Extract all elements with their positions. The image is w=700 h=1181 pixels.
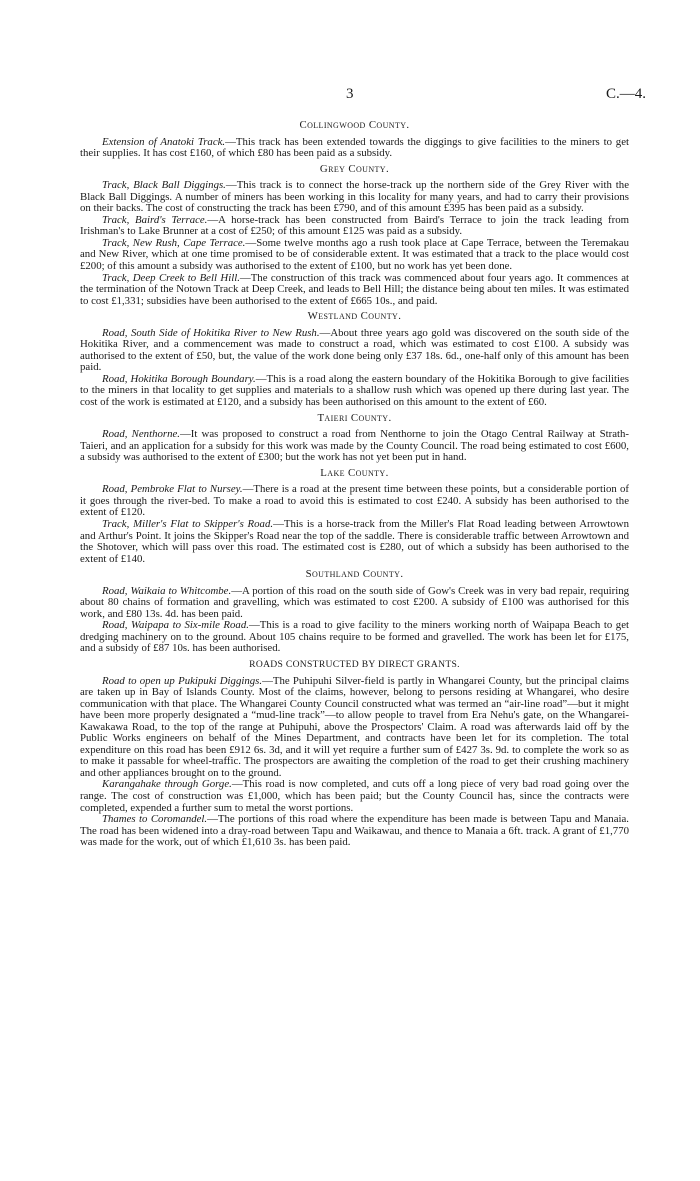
paragraph-lead: Karangahake through Gorge. xyxy=(102,778,232,791)
paragraph-lead: Road to open up Pukipuki Diggings. xyxy=(102,674,263,687)
paragraph-text: —A horse-track has been constructed from Baird's Terrace to join the track leading from Irishman's to Lake Brunner at a cost of £250; of this amount £125 was paid as a subsidy. xyxy=(80,213,629,238)
section-heading: Taieri County. xyxy=(317,411,392,424)
paragraph xyxy=(80,779,629,814)
paragraph xyxy=(80,328,629,374)
paragraph-lead: Thames to Coromandel. xyxy=(102,813,208,826)
paragraph-lead: Track, Miller's Flat to Skipper's Road. xyxy=(102,517,274,530)
paragraph xyxy=(80,620,629,655)
section-heading: Grey County. xyxy=(319,162,390,175)
paragraph-lead: Road, Waikaia to Whitcombe. xyxy=(102,584,232,597)
page-number: 3 xyxy=(346,86,354,102)
paragraph-text: —A portion of this road on the south side of Gow's Creek was in very bad repair, requiring about 80 chains of formation and gravelling, which was estimated to cost £200. A subsidy of £100 was authorised for this work, and £80 13s. 4d. has been paid. xyxy=(80,584,629,620)
paragraph-text: —This track has been extended towards the diggings to give facilities to the miners to get their supplies. It has cost £160, of which £80 has been paid as a subsidy. xyxy=(80,135,629,160)
paragraph xyxy=(80,814,629,849)
document-body xyxy=(80,116,629,849)
section-heading: Westland County. xyxy=(307,310,402,323)
paragraph xyxy=(80,215,629,238)
paragraph-text: —The portions of this road where the expenditure has been made is between Tapu and Manaia. The road has been widened into a dray-road between Tapu and Waikawau, and thence to Manaia a 6ft. track. A grant of £1,770 was made for the work, out of which £1,610 3s. has been paid. xyxy=(80,813,629,849)
paragraph xyxy=(80,519,629,565)
section-heading: ROADS CONSTRUCTED BY DIRECT GRANTS. xyxy=(249,658,460,670)
paragraph xyxy=(80,484,629,519)
paragraph-text: —This road is now completed, and cuts off a long piece of very bad road going over the range. The cost of construction was £1,000, which has been paid; but the County Council has, since the contracts were completed, expended a further sum to metal the worst portions. xyxy=(80,778,629,814)
page-header xyxy=(0,86,700,106)
paragraph-lead: Extension of Anatoki Track. xyxy=(102,135,226,148)
paragraph-text: —The Puhipuhi Silver-field is partly in Whangarei County, but the principal claims are taken up in Bay of Islands County. Most of the claims, however, belong to persons residing at Whangarei, who desire communication with that place. The Whangarei County Council constructed what was termed an “air-line road”—but it might have been more properly designated a “mud-line track”—to allow people to travel from Era Nehu's gate, on the Whangarei-Kawakawa Road, to the top of the range at Puhipuhi, above the Prospectors' Claim. A road was afterwards laid off by the Public Works engineers on behalf of the Mines Department, and contracts have been let for its completion. The total expenditure on this road has been £912 6s. 3d, and it will yet require a further sum of £427 3s. 9d. to complete the work so as to make it passable for wheel-traffic. The prospectors are awaiting the completion of the road to get their crushing machinery and other appliances brought on to the ground. xyxy=(80,674,629,779)
section-heading: Lake County. xyxy=(320,466,389,479)
paragraph-lead: Track, Deep Creek to Bell Hill. xyxy=(102,271,240,284)
paragraph-text: —About three years ago gold was discovered on the south side of the Hokitika River, and a commencement was made to construct a road, which was estimated to cost £100. A subsidy was authorised to the extent of £50, but, the value of the work done being only £37 18s. 6d., one-half only of this amount has been paid. xyxy=(80,326,629,374)
section-heading: Southland County. xyxy=(305,568,404,581)
paragraph-text: —There is a road at the present time between these points, but a considerable portion of it goes through the river-bed. To make a road to avoid this is estimated to cost £240. A subsidy has been authorised to the extent of £120. xyxy=(80,483,629,519)
paragraph-text: —The construction of this track was commenced about four years ago. It commences at the termination of the Notown Track at Deep Creek, and leads to Bell Hill; the distance being about ten miles. It was estimated to cost £1,331; subsidies have been authorised to the extent of £665 10s., and paid. xyxy=(80,271,630,307)
paragraph xyxy=(80,180,629,215)
paragraph-lead: Road, South Side of Hokitika River to New Rush. xyxy=(102,326,320,339)
paragraph-lead: Road, Hokitika Borough Boundary. xyxy=(102,372,256,385)
paragraph-text: —This is a horse-track from the Miller's Flat Road leading between Arrowtown and Arthur's Point. It joins the Skipper's Road near the top of the saddle. There is considerable traffic between Arrowtown and the Shotover, which will pass over this road. The estimated cost is £280, out of which a subsidy has been authorised to the extent of £140. xyxy=(80,517,629,565)
paragraph xyxy=(80,273,629,308)
paragraph-lead: Track, Black Ball Diggings. xyxy=(102,179,226,192)
paragraph-lead: Track, New Rush, Cape Terrace. xyxy=(102,236,246,249)
paragraph-text: —This is a road along the eastern boundary of the Hokitika Borough to give facilities to the miners in that locality to get supplies and materials to a shallow rush which was opened up there during last year. The cost of the work is estimated at £120, and a subsidy has been authorised on this amount to the extent of £60. xyxy=(80,372,630,409)
paragraph xyxy=(80,676,629,780)
document-reference: C.—4. xyxy=(605,86,646,102)
paragraph-text: —This is a road to give facility to the miners working north of Waipapa Beach to get dredging machinery on to the ground. About 105 chains require to be formed and gravelled. The work has been let for £175, and a subsidy of £87 10s. has been authorised. xyxy=(80,619,629,655)
paragraph-text: —This track is to connect the horse-track up the northern side of the Grey River with the Black Ball Diggings. A number of miners has been working in this locality for many years, and had to carry their provisions on their backs. The cost of constructing the track has been £790, and of this amount £395 has been paid as a subsidy. xyxy=(80,179,629,215)
paragraph-lead: Track, Baird's Terrace. xyxy=(102,213,208,226)
paragraph xyxy=(80,429,629,464)
paragraph xyxy=(80,586,629,621)
paragraph xyxy=(80,137,629,160)
paragraph xyxy=(80,238,629,273)
paragraph-lead: Road, Nenthorne. xyxy=(102,428,180,441)
paragraph-text: —It was proposed to construct a road from Nenthorne to join the Otago Central Railway at Strath-Taieri, and an application for a subsidy for this work was made by the County Council. The road being estimated to cost £600, a subsidy was authorised to the extent of £300; but the work has not yet been put in hand. xyxy=(80,428,629,464)
paragraph-lead: Road, Pembroke Flat to Nursey. xyxy=(102,483,243,496)
paragraph-lead: Road, Waipapa to Six-mile Road. xyxy=(102,619,249,632)
section-heading: Collingwood County. xyxy=(299,119,410,131)
paragraph xyxy=(80,374,629,409)
paragraph-text: —Some twelve months ago a rush took place at Cape Terrace, between the Teremakau and New River, which at one time promised to be of considerable extent. It was estimated that a track to the place would cost £200; of this amount a subsidy was authorised to the extent of £100, but no work has yet been done. xyxy=(80,236,629,273)
